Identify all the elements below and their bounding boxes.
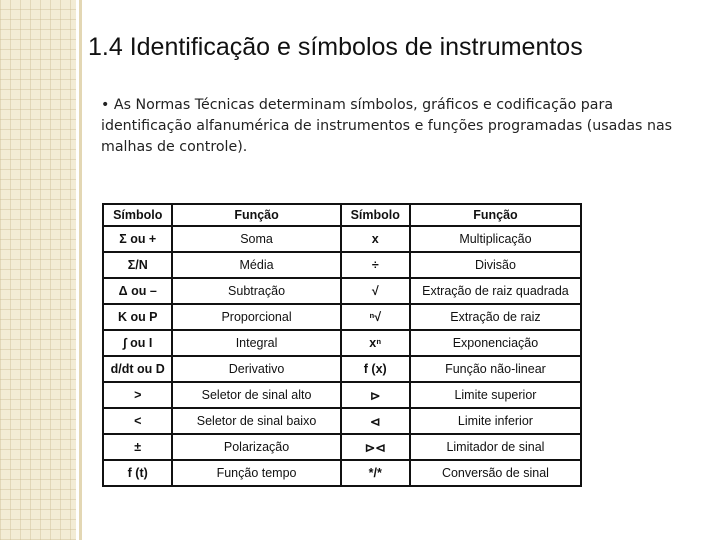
symbol-cell: ⁿ√ [341,304,410,330]
symbol-cell: Σ ou + [103,226,172,252]
table-row [103,304,581,330]
function-cell: Função tempo [172,460,340,486]
table-row [103,460,581,486]
table-row [103,278,581,304]
table-row [103,252,581,278]
function-cell: Proporcional [172,304,340,330]
symbol-cell: < [103,408,172,434]
symbols-table [102,203,582,487]
function-cell: Extração de raiz [410,304,581,330]
function-cell: Limitador de sinal [410,434,581,460]
slide-title: 1.4 Identificação e símbolos de instrumentos [88,33,583,61]
symbol-cell: Δ ou – [103,278,172,304]
function-cell: Limite superior [410,382,581,408]
sidebar-divider [79,0,82,540]
table-row [103,330,581,356]
function-cell: Soma [172,226,340,252]
function-cell: Seletor de sinal alto [172,382,340,408]
symbol-cell: √ [341,278,410,304]
symbol-cell: */* [341,460,410,486]
decorative-sidebar [0,0,76,540]
function-cell: Média [172,252,340,278]
symbol-cell: ± [103,434,172,460]
symbol-cell: ÷ [341,252,410,278]
symbol-cell: Σ/N [103,252,172,278]
symbol-cell: x [341,226,410,252]
header-function-2: Função [410,204,581,226]
symbol-cell: d/dt ou D [103,356,172,382]
symbol-cell: f (t) [103,460,172,486]
table-header-row [103,204,581,226]
header-function-1: Função [172,204,340,226]
table-row [103,434,581,460]
function-cell: Extração de raiz quadrada [410,278,581,304]
function-cell: Divisão [410,252,581,278]
table-row [103,226,581,252]
function-cell: Subtração [172,278,340,304]
function-cell: Função não-linear [410,356,581,382]
symbol-cell: f (x) [341,356,410,382]
symbol-cell: ⊲ [341,408,410,434]
function-cell: Multiplicação [410,226,581,252]
function-cell: Exponenciação [410,330,581,356]
function-cell: Derivativo [172,356,340,382]
symbol-cell: xⁿ [341,330,410,356]
table-row [103,408,581,434]
header-symbol-1: Símbolo [103,204,172,226]
symbol-cell: ⊳⊲ [341,434,410,460]
symbol-cell: > [103,382,172,408]
function-cell: Polarização [172,434,340,460]
symbol-cell: ∫ ou I [103,330,172,356]
table-row [103,382,581,408]
symbol-cell: K ou P [103,304,172,330]
header-symbol-2: Símbolo [341,204,410,226]
symbol-cell: ⊳ [341,382,410,408]
function-cell: Limite inferior [410,408,581,434]
function-cell: Conversão de sinal [410,460,581,486]
function-cell: Integral [172,330,340,356]
bullet-text: • As Normas Técnicas determinam símbolos, gráficos e codificação para identificação alfanumérica de instrumentos e funções programadas (usadas nas malhas de controle). [101,97,673,155]
function-cell: Seletor de sinal baixo [172,408,340,434]
table-row [103,356,581,382]
